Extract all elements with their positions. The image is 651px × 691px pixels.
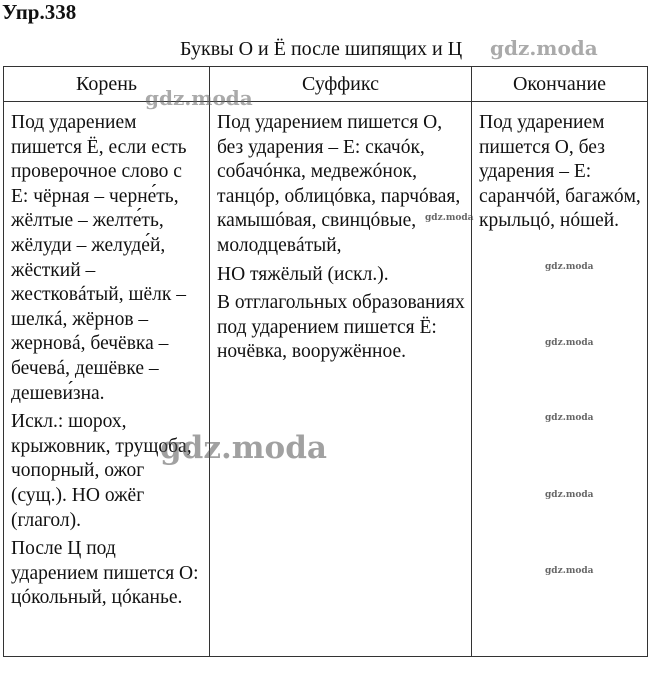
suffix-verbal: В отглагольных образованиях под ударением пишется Ё: ночёвка, вооружённое. (217, 292, 465, 363)
header-root: Корень (4, 67, 210, 102)
ending-rule: Под ударением пишется О, без ударения – Е: саранчóй, багажóм, крыльцó, нóшей. (479, 112, 641, 232)
root-after-ts: После Ц под ударением пишется О: цóкольный, цóканье. (11, 538, 199, 609)
watermark-logo: gdz.moda (545, 566, 594, 576)
watermark-logo: gdz.moda (545, 490, 594, 500)
root-exceptions: Искл.: шорох, крыжовник, трущоба, чопорный, ожог (сущ.). НО ожёг (глагол). (11, 411, 192, 531)
root-rule: Под ударением пишется Ё, если есть проверочное слово с Е: чёрная – черне́ть, жёлтые – желте́ть, жёлуди – желуде́й, жёсткий – жестковáтый, шёлк – шелкá, жёрнов – жерновá, бечёвка – бечевá, дешёвке – дешеви́зна. (11, 112, 187, 404)
header-ending: Окончание (472, 67, 648, 102)
suffix-rule: Под ударением пишется О, без ударения – Е: скачóк, собачóнка, медвежóнок, танцóр, облицóвка, парчóвая, камышóвая, свинцóвые, молодцевáтый, (217, 112, 461, 256)
watermark-logo: gdz.moda (545, 413, 594, 423)
header-row (4, 67, 648, 102)
watermark-logo: gdz.moda (490, 36, 598, 60)
watermark-logo: gdz.moda (160, 430, 327, 466)
suffix-exception: НО тяжёлый (искл.). (217, 263, 389, 285)
watermark-logo: gdz.moda (545, 262, 594, 272)
exercise-number: Упр.338 (2, 0, 77, 24)
root-cell (4, 102, 210, 657)
table-title: Буквы О и Ё после шипящих и Ц (180, 38, 463, 60)
watermark-logo: gdz.moda (145, 86, 253, 110)
watermark-logo: gdz.moda (425, 213, 474, 223)
watermark-logo: gdz.moda (545, 338, 594, 348)
header-suffix: Суффикс (210, 67, 472, 102)
suffix-cell (210, 102, 472, 657)
